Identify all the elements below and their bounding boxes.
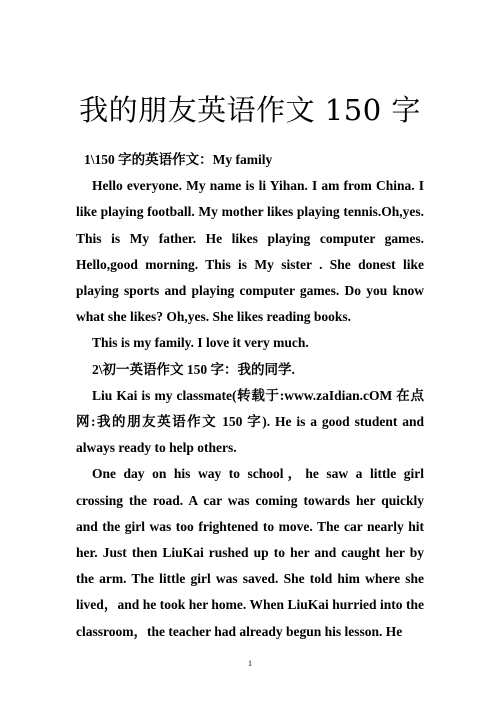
paragraph-4: One day on his way to school，he saw a little girl crossing the road. A car was coming towards her quickly and the girl was too frightened to move. The car nearly hit her. Just then LiuKai rushed up to her and caught her by the arm. The little girl was saved. She told him where she lived，and he took her home. When LiuKai hurried into the classroom，the teacher had already begun his lesson. He: [76, 466, 424, 639]
section-heading-1: 1\150 字的英语作文：My family: [84, 152, 273, 167]
section-heading-2: 2\初一英语作文 150 字：我的同学.: [92, 361, 295, 377]
paragraph-3: Liu Kai is my classmate(转载于:www.zaIdian.cOM 在点网:我的朋友英语作文 150 字). He is a good student and always ready to help others.: [76, 387, 424, 456]
document-body: [76, 147, 424, 645]
document-title: 我的朋友英语作文 150 字: [79, 93, 421, 127]
page-number: 1: [248, 659, 252, 668]
paragraph-1: Hello everyone. My name is li Yihan. I am from China. I like playing football. My mother likes playing tennis.Oh,yes. This is My father. He likes playing computer games. Hello,good morning. This is My sister . She donest like playing sports and playing computer games. Do you know what she likes? Oh,yes. She likes reading books.: [76, 178, 424, 325]
paragraph-2: This is my family. I love it very much.: [92, 335, 309, 351]
